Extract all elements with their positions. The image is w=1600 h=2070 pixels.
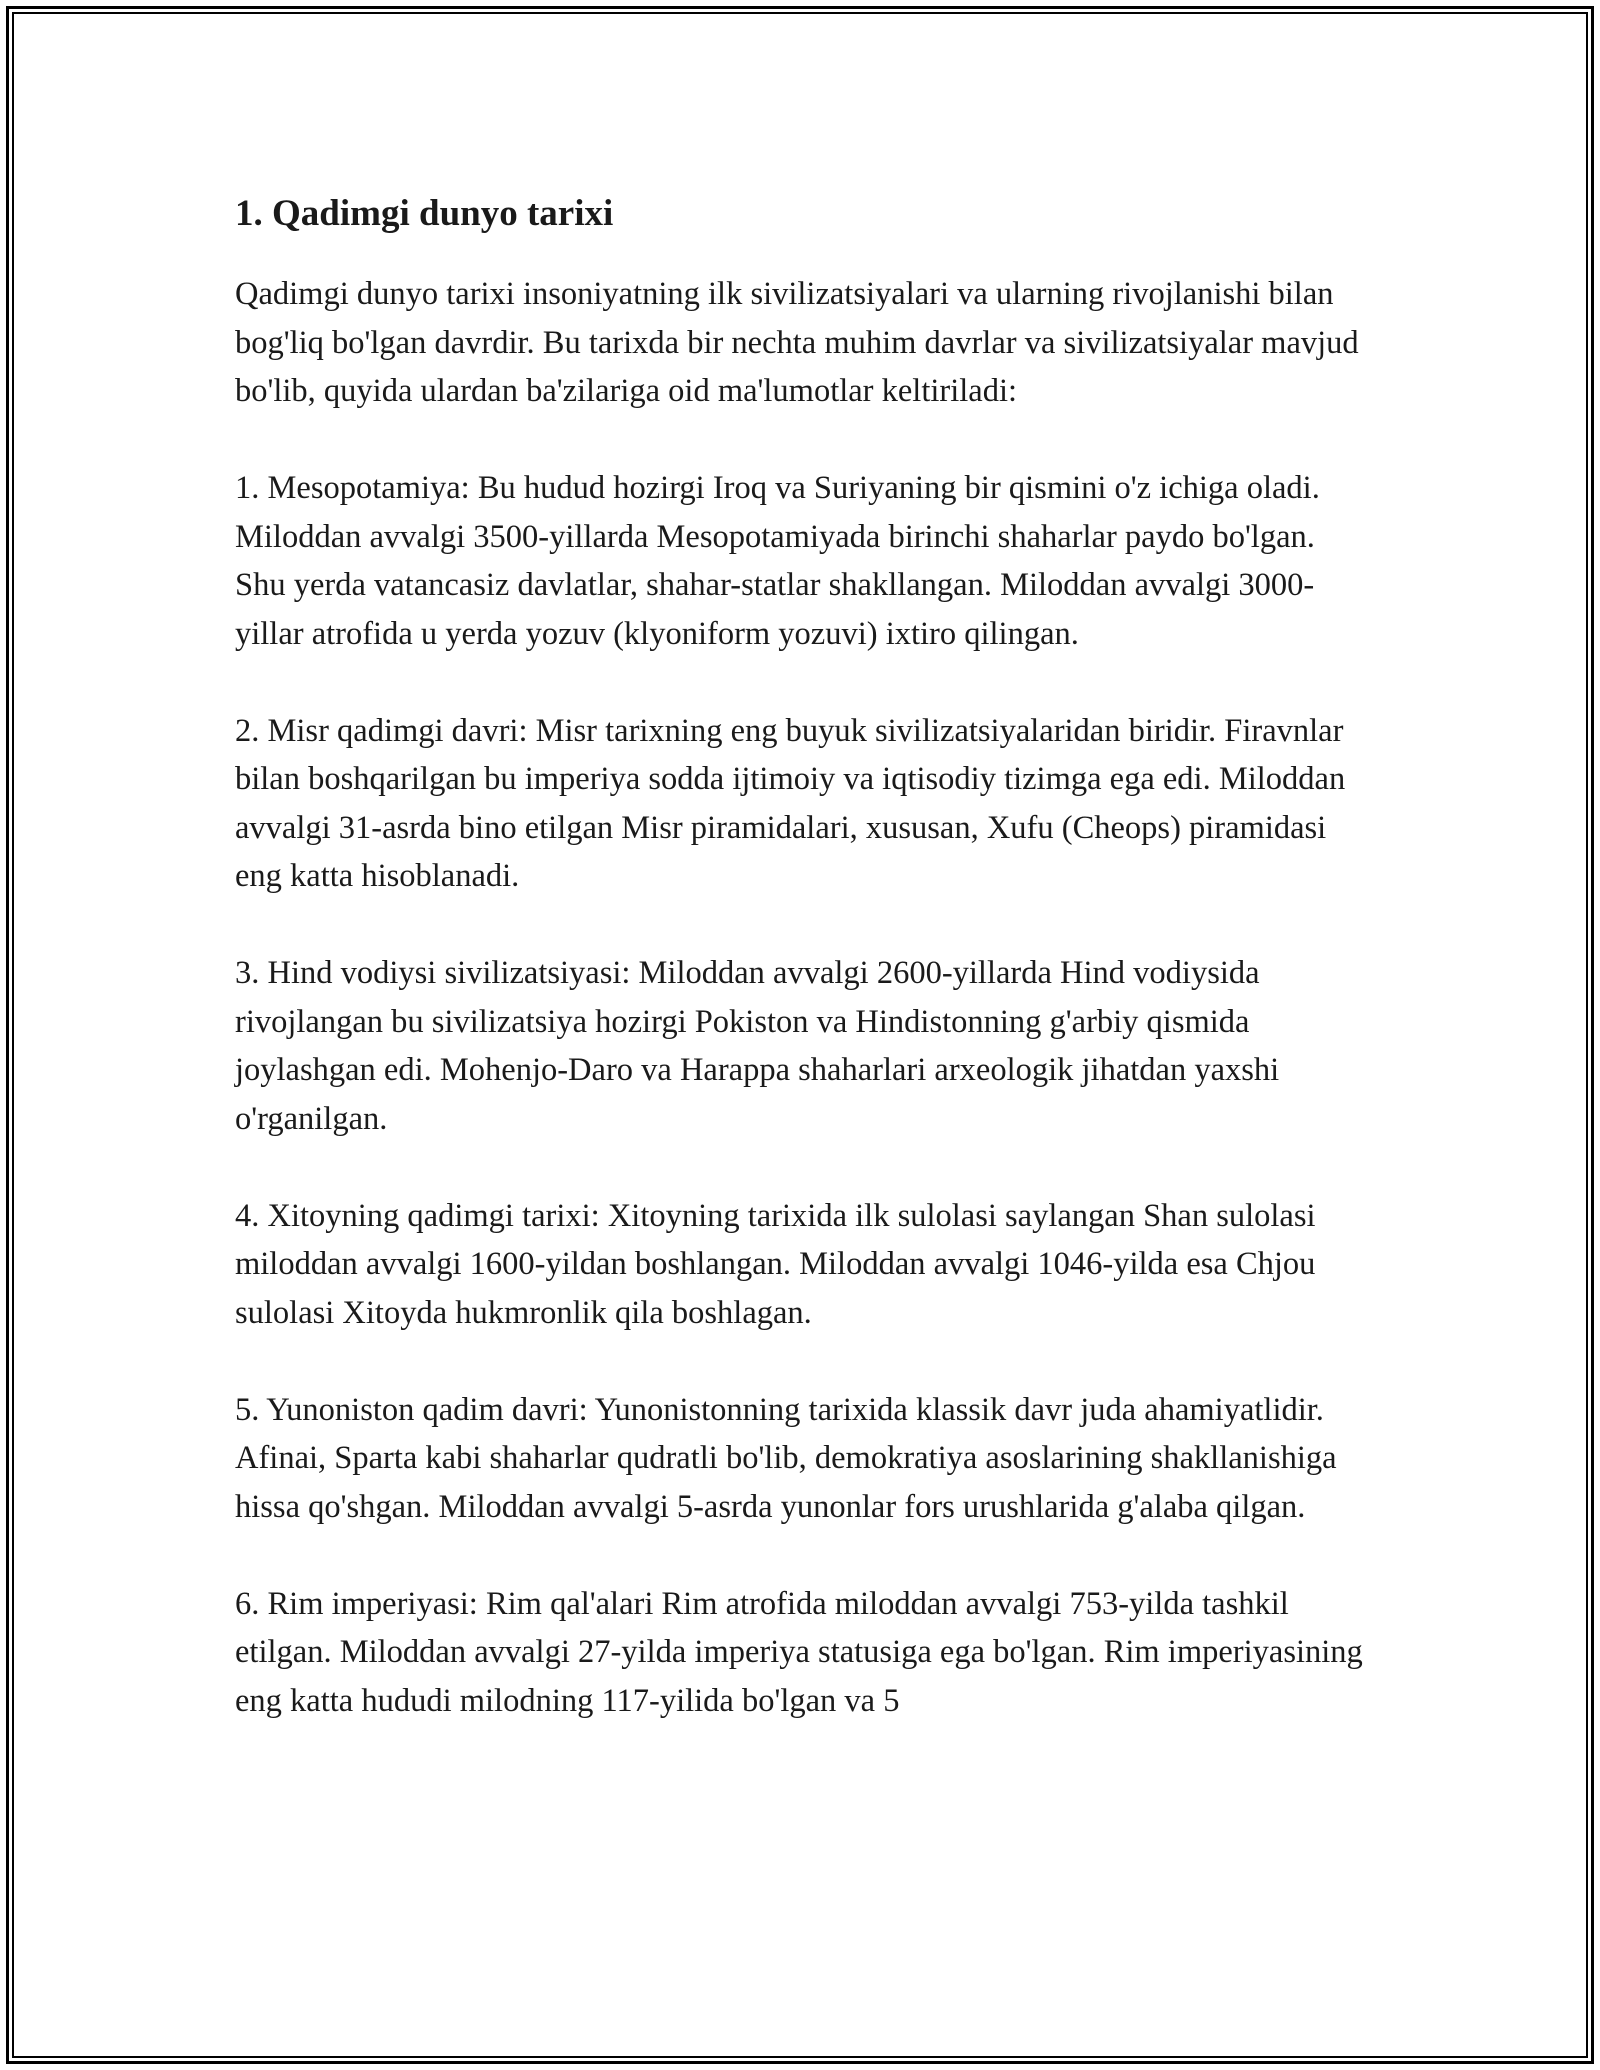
paragraph-indus-valley: 3. Hind vodiysi sivilizatsiyasi: Miloddan avvalgi 2600-yillarda Hind vodiysida rivojlangan bu sivilizatsiya hozirgi Pokiston va Hindistonning g'arbiy qismida joylashgan edi. Mohenjo-Daro va Harappa shaharlari arxeologik jihatdan yaxshi o'rganilgan.: [235, 955, 1280, 1137]
paragraph-rome: 6. Rim imperiyasi: Rim qal'alari Rim atrofida miloddan avvalgi 753-yilda tashkil etilgan. Miloddan avvalgi 27-yilda imperiya statusiga ega bo'lgan. Rim imperiyasining eng katta hududi milodning 117-yilida bo'lgan va 5: [235, 1585, 1363, 1719]
paragraph-china: 4. Xitoyning qadimgi tarixi: Xitoyning tarixida ilk sulolasi saylangan Shan sulolasi miloddan avvalgi 1600-yildan boshlangan. Miloddan avvalgi 1046-yilda esa Chjou sulolasi Xitoyda hukmronlik qila boshlagan.: [235, 1197, 1316, 1331]
paragraph-greece: 5. Yunoniston qadim davri: Yunonistonning tarixida klassik davr juda ahamiyatlidir. Afinai, Sparta kabi shaharlar qudratli bo'lib, demokratiya asoslarining shakllanishiga hissa qo'shgan. Miloddan avvalgi 5-asrda yunonlar fors urushlarida g'alaba qilgan.: [235, 1391, 1337, 1525]
paragraph-egypt: 2. Misr qadimgi davri: Misr tarixning eng buyuk sivilizatsiyalaridan biridir. Firavnlar bilan boshqarilgan bu imperiya sodda ijtimoiy va iqtisodiy tizimga ega edi. Miloddan avvalgi 31-asrda bino etilgan Misr piramidalari, xususan, Xufu (Cheops) piramidasi eng katta hisoblanadi.: [235, 712, 1346, 894]
paragraph-intro: Qadimgi dunyo tarixi insoniyatning ilk sivilizatsiyalari va ularning rivojlanishi bilan bog'liq bo'lgan davrdir. Bu tarixda bir nechta muhim davrlar va sivilizatsiyalar mavjud bo'lib, quyida ulardan ba'zilariga oid ma'lumotlar keltiriladi:: [235, 276, 1359, 409]
document-body: [235, 188, 1365, 1774]
paragraph-mesopotamia: 1. Mesopotamiya: Bu hudud hozirgi Iroq va Suriyaning bir qismini o'z ichiga oladi. Miloddan avvalgi 3500-yillarda Mesopotamiyada birinchi shaharlar paydo bo'lgan. Shu yerda vatancasiz davlatlar, shahar-statlar shakllangan. Miloddan avvalgi 3000-yillar atrofida u yerda yozuv (klyoniform yozuvi) ixtiro qilingan.: [235, 470, 1320, 652]
document-heading: 1. Qadimgi dunyo tarixi: [235, 193, 614, 234]
